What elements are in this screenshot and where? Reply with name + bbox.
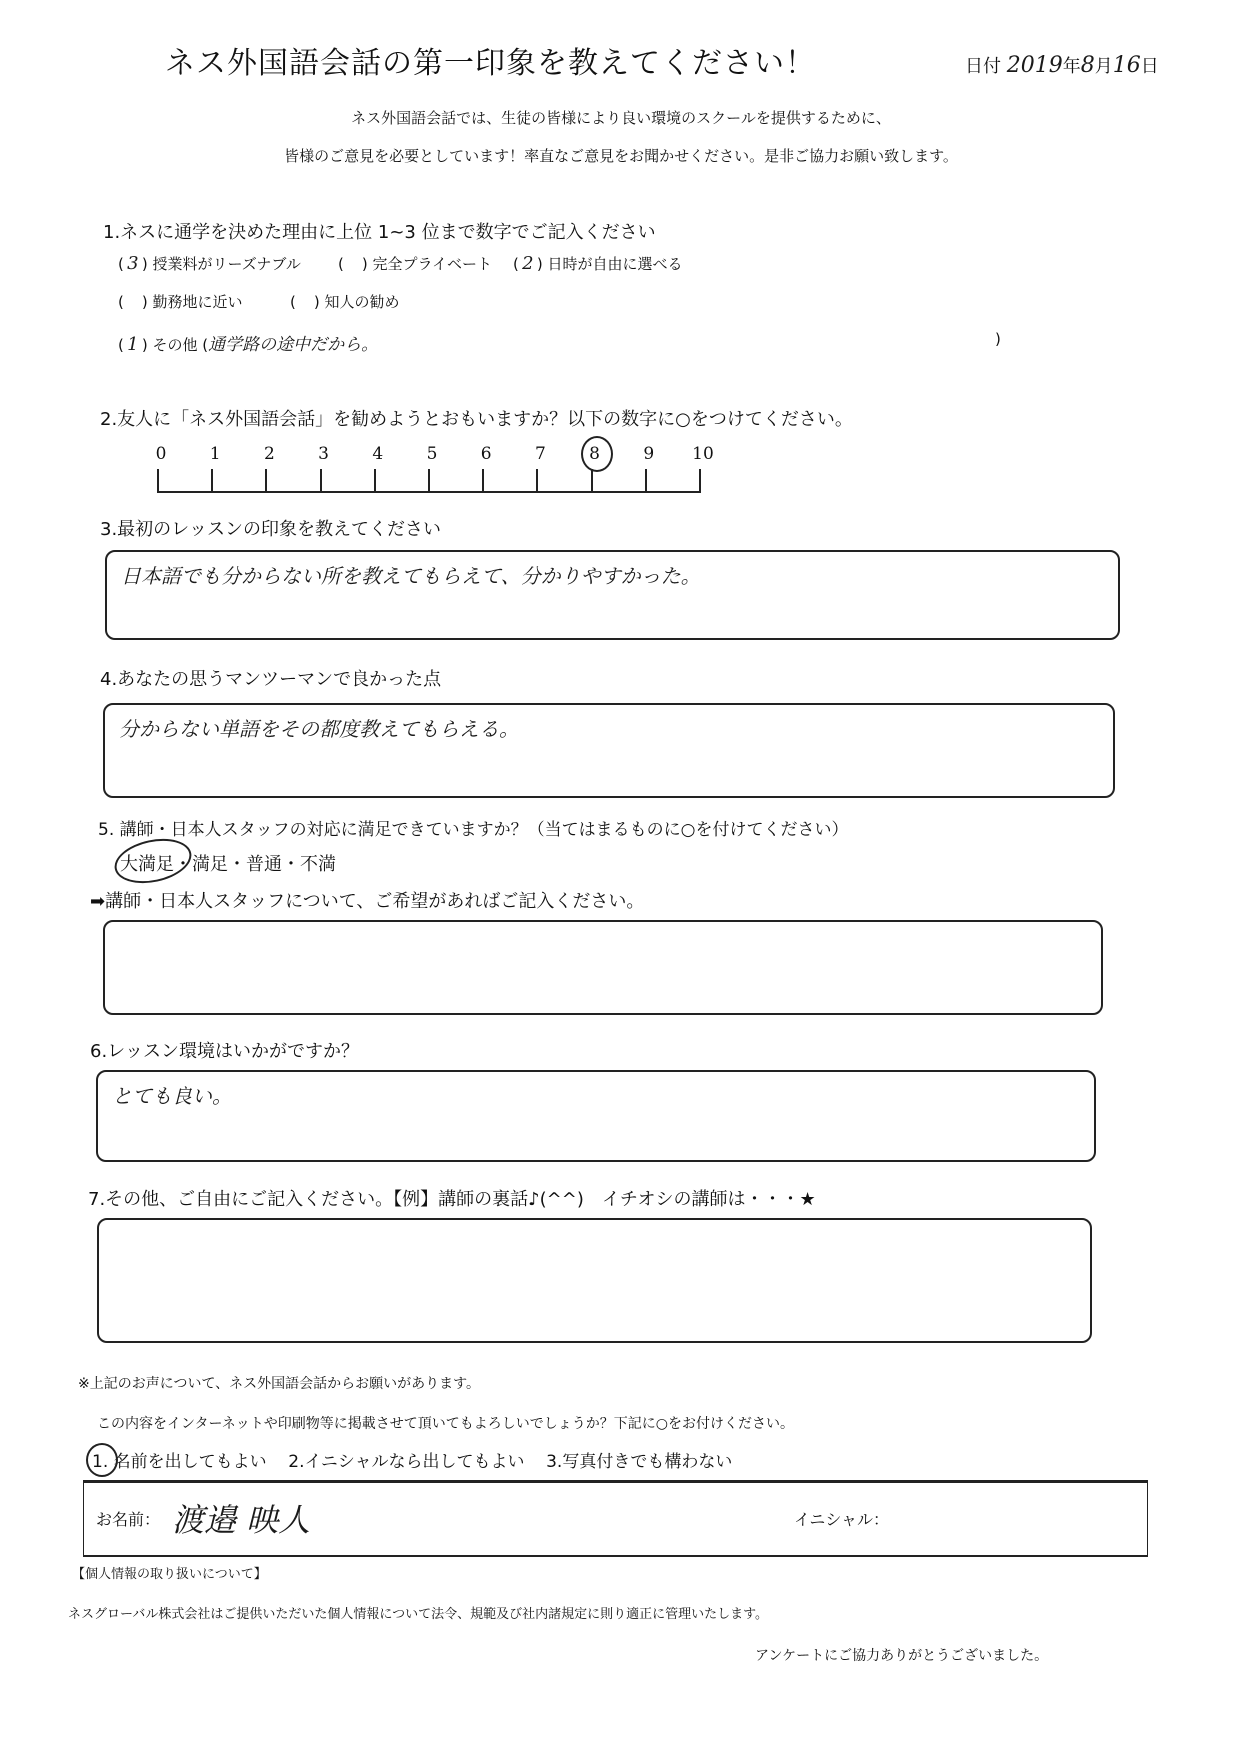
q3-question: 3.最初のレッスンの印象を教えてください xyxy=(100,519,441,540)
scale-number-8[interactable]: 8 xyxy=(589,444,601,464)
scale-number-5[interactable]: 5 xyxy=(426,444,438,464)
name-value[interactable]: 渡邉 映人 xyxy=(172,1501,311,1539)
q1-option-2[interactable]: ( ) 完全プライベート xyxy=(338,255,493,273)
scale-number-6[interactable]: 6 xyxy=(480,444,492,464)
q1-question: 1.ネスに通学を決めた理由に上位 1~3 位まで数字でご記入ください xyxy=(103,222,656,243)
q7-answer-box[interactable] xyxy=(97,1218,1092,1343)
consent-option-1[interactable] xyxy=(92,1452,267,1472)
scale-tick-3 xyxy=(320,469,322,493)
q4-answer-box[interactable] xyxy=(103,703,1115,798)
q5-choice-neutral[interactable]: 普通 xyxy=(246,854,282,875)
q5-choice-dissatisfied[interactable]: 不満 xyxy=(300,854,336,875)
q7-question: 7.その他、ご自由にご記入ください。【例】講師の裏話♪(^^) イチオシの講師は・・・★ xyxy=(88,1189,816,1210)
scale-tick-5 xyxy=(428,469,430,493)
q1-rank-3[interactable]: 2 xyxy=(522,253,534,274)
scale-tick-4 xyxy=(374,469,376,493)
q4-question: 4.あなたの思うマンツーマンで良かった点 xyxy=(100,669,442,690)
page-title: ネス外国語会話の第一印象を教えてください！ xyxy=(165,46,816,81)
scale-number-10[interactable]: 10 xyxy=(692,444,714,464)
q3-answer: 日本語でも分からない所を教えてもらえて、分かりやすかった。 xyxy=(121,564,701,588)
separator: ・ xyxy=(282,854,300,875)
q2-question: 2.友人に「ネス外国語会話」を勧めようとおもいますか？以下の数字に○をつけてください。 xyxy=(100,409,853,430)
scale-tick-7 xyxy=(536,469,538,493)
scale-number-9[interactable]: 9 xyxy=(643,444,655,464)
privacy-text: ネスグローバル株式会社はご提供いただいた個人情報について法令、規範及び社内諸規定に則り適正に管理いたします。 xyxy=(68,1607,769,1622)
date-month-unit: 月 xyxy=(1094,56,1113,77)
consent-option-2[interactable] xyxy=(288,1452,524,1472)
scale-tick-8 xyxy=(591,469,593,493)
scale-tick-1 xyxy=(211,469,213,493)
scale-tick-10 xyxy=(699,469,701,493)
q1-other-text[interactable]: 通学路の途中だから。 xyxy=(208,335,379,355)
q5-followup: ➡講師・日本人スタッフについて、ご希望があればご記入ください。 xyxy=(90,891,645,912)
consent-option-1-label: 名前を出してもよい xyxy=(113,1452,267,1472)
name-box xyxy=(83,1480,1148,1557)
date-day-unit: 日 xyxy=(1140,56,1159,77)
intro-line-1: ネス外国語会話では、生徒の皆様により良い環境のスクールを提供するために、 xyxy=(351,109,891,127)
q5-choice-satisfied[interactable]: 満足 xyxy=(192,854,228,875)
q1-option-6[interactable]: ( 1 ) その他 (通学路の途中だから。 xyxy=(118,334,379,355)
scale-number-7[interactable]: 7 xyxy=(534,444,546,464)
q1-option-3[interactable]: ( 2 ) 日時が自由に選べる xyxy=(513,253,683,274)
consent-request: この内容をインターネットや印刷物等に掲載させて頂いてもよろしいでしょうか？下記に○をお付けください。 xyxy=(97,1416,794,1432)
consent-selection-circle xyxy=(86,1443,118,1477)
scale-number-1[interactable]: 1 xyxy=(209,444,221,464)
consent-note: ※上記のお声について、ネス外国語会話からお願いがあります。 xyxy=(78,1376,481,1392)
separator: ・ xyxy=(228,854,246,875)
consent-option-2-num: 2. xyxy=(288,1452,305,1472)
scale-number-3[interactable]: 3 xyxy=(318,444,330,464)
recommend-scale[interactable] xyxy=(155,444,714,494)
scale-selection-circle xyxy=(581,436,613,472)
q6-answer-box[interactable] xyxy=(96,1070,1096,1162)
scale-number-0[interactable]: 0 xyxy=(155,444,167,464)
q1-label-5: 知人の勧め xyxy=(324,293,400,311)
date-year[interactable]: 2019 xyxy=(1006,53,1063,78)
q4-answer: 分からない単語をその都度教えてもらえる。 xyxy=(119,717,519,741)
q1-option-5[interactable]: ( ) 知人の勧め xyxy=(290,293,400,311)
consent-option-3-label: 写真付きでも構わない xyxy=(562,1452,733,1472)
date-day[interactable]: 16 xyxy=(1112,53,1141,78)
q1-rank-1[interactable]: 3 xyxy=(127,253,139,274)
separator: ・ xyxy=(174,854,192,875)
q1-other-close-paren: ) xyxy=(995,330,1001,348)
q6-answer: とても良い。 xyxy=(112,1084,232,1108)
q5-question: 5. 講師・日本人スタッフの対応に満足できていますか？（当てはまるものに○を付けてください） xyxy=(98,820,849,840)
q1-option-1[interactable]: ( 3 ) 授業料がリーズナブル xyxy=(118,253,301,274)
name-label: お名前： xyxy=(96,1510,161,1529)
q1-option-4[interactable]: ( ) 勤務地に近い xyxy=(118,293,243,311)
privacy-heading: 【個人情報の取り扱いについて】 xyxy=(72,1567,267,1582)
consent-options xyxy=(92,1447,732,1472)
intro-line-2: 皆様のご意見を必要としています！率直なご意見をお聞かせください。是非ご協力お願い致します。 xyxy=(284,147,958,165)
scale-number-4[interactable]: 4 xyxy=(372,444,384,464)
consent-option-3[interactable] xyxy=(546,1452,732,1472)
date-label: 日付 xyxy=(965,56,1001,77)
q1-label-4: 勤務地に近い xyxy=(152,293,243,311)
q1-rank-6[interactable]: 1 xyxy=(127,334,139,355)
scale-tick-2 xyxy=(265,469,267,493)
consent-option-2-label: イニシャルなら出してもよい xyxy=(304,1452,525,1472)
date-year-unit: 年 xyxy=(1062,56,1081,77)
q1-label-1: 授業料がリーズナブル xyxy=(152,255,301,273)
q5-selection-circle xyxy=(110,832,195,889)
q1-label-6: その他 xyxy=(152,336,198,354)
q5-followup-box[interactable] xyxy=(103,920,1103,1015)
scale-number-2[interactable]: 2 xyxy=(263,444,275,464)
q1-label-2: 完全プライベート xyxy=(372,255,493,273)
thanks-message: アンケートにご協力ありがとうございました。 xyxy=(755,1648,1049,1664)
q5-choice-very-satisfied[interactable]: 大満足 xyxy=(120,854,174,875)
q3-answer-box[interactable] xyxy=(105,550,1120,640)
initial-label: イニシャル： xyxy=(794,1510,890,1529)
scale-tick-9 xyxy=(645,469,647,493)
date-month[interactable]: 8 xyxy=(1080,53,1095,78)
consent-option-3-num: 3. xyxy=(546,1452,563,1472)
scale-tick-6 xyxy=(482,469,484,493)
q6-question: 6.レッスン環境はいかがですか？ xyxy=(90,1041,359,1062)
consent-option-1-num: 1. xyxy=(92,1452,109,1472)
scale-tick-0 xyxy=(157,469,159,493)
date-field xyxy=(965,52,1159,78)
q1-label-3: 日時が自由に選べる xyxy=(547,255,683,273)
